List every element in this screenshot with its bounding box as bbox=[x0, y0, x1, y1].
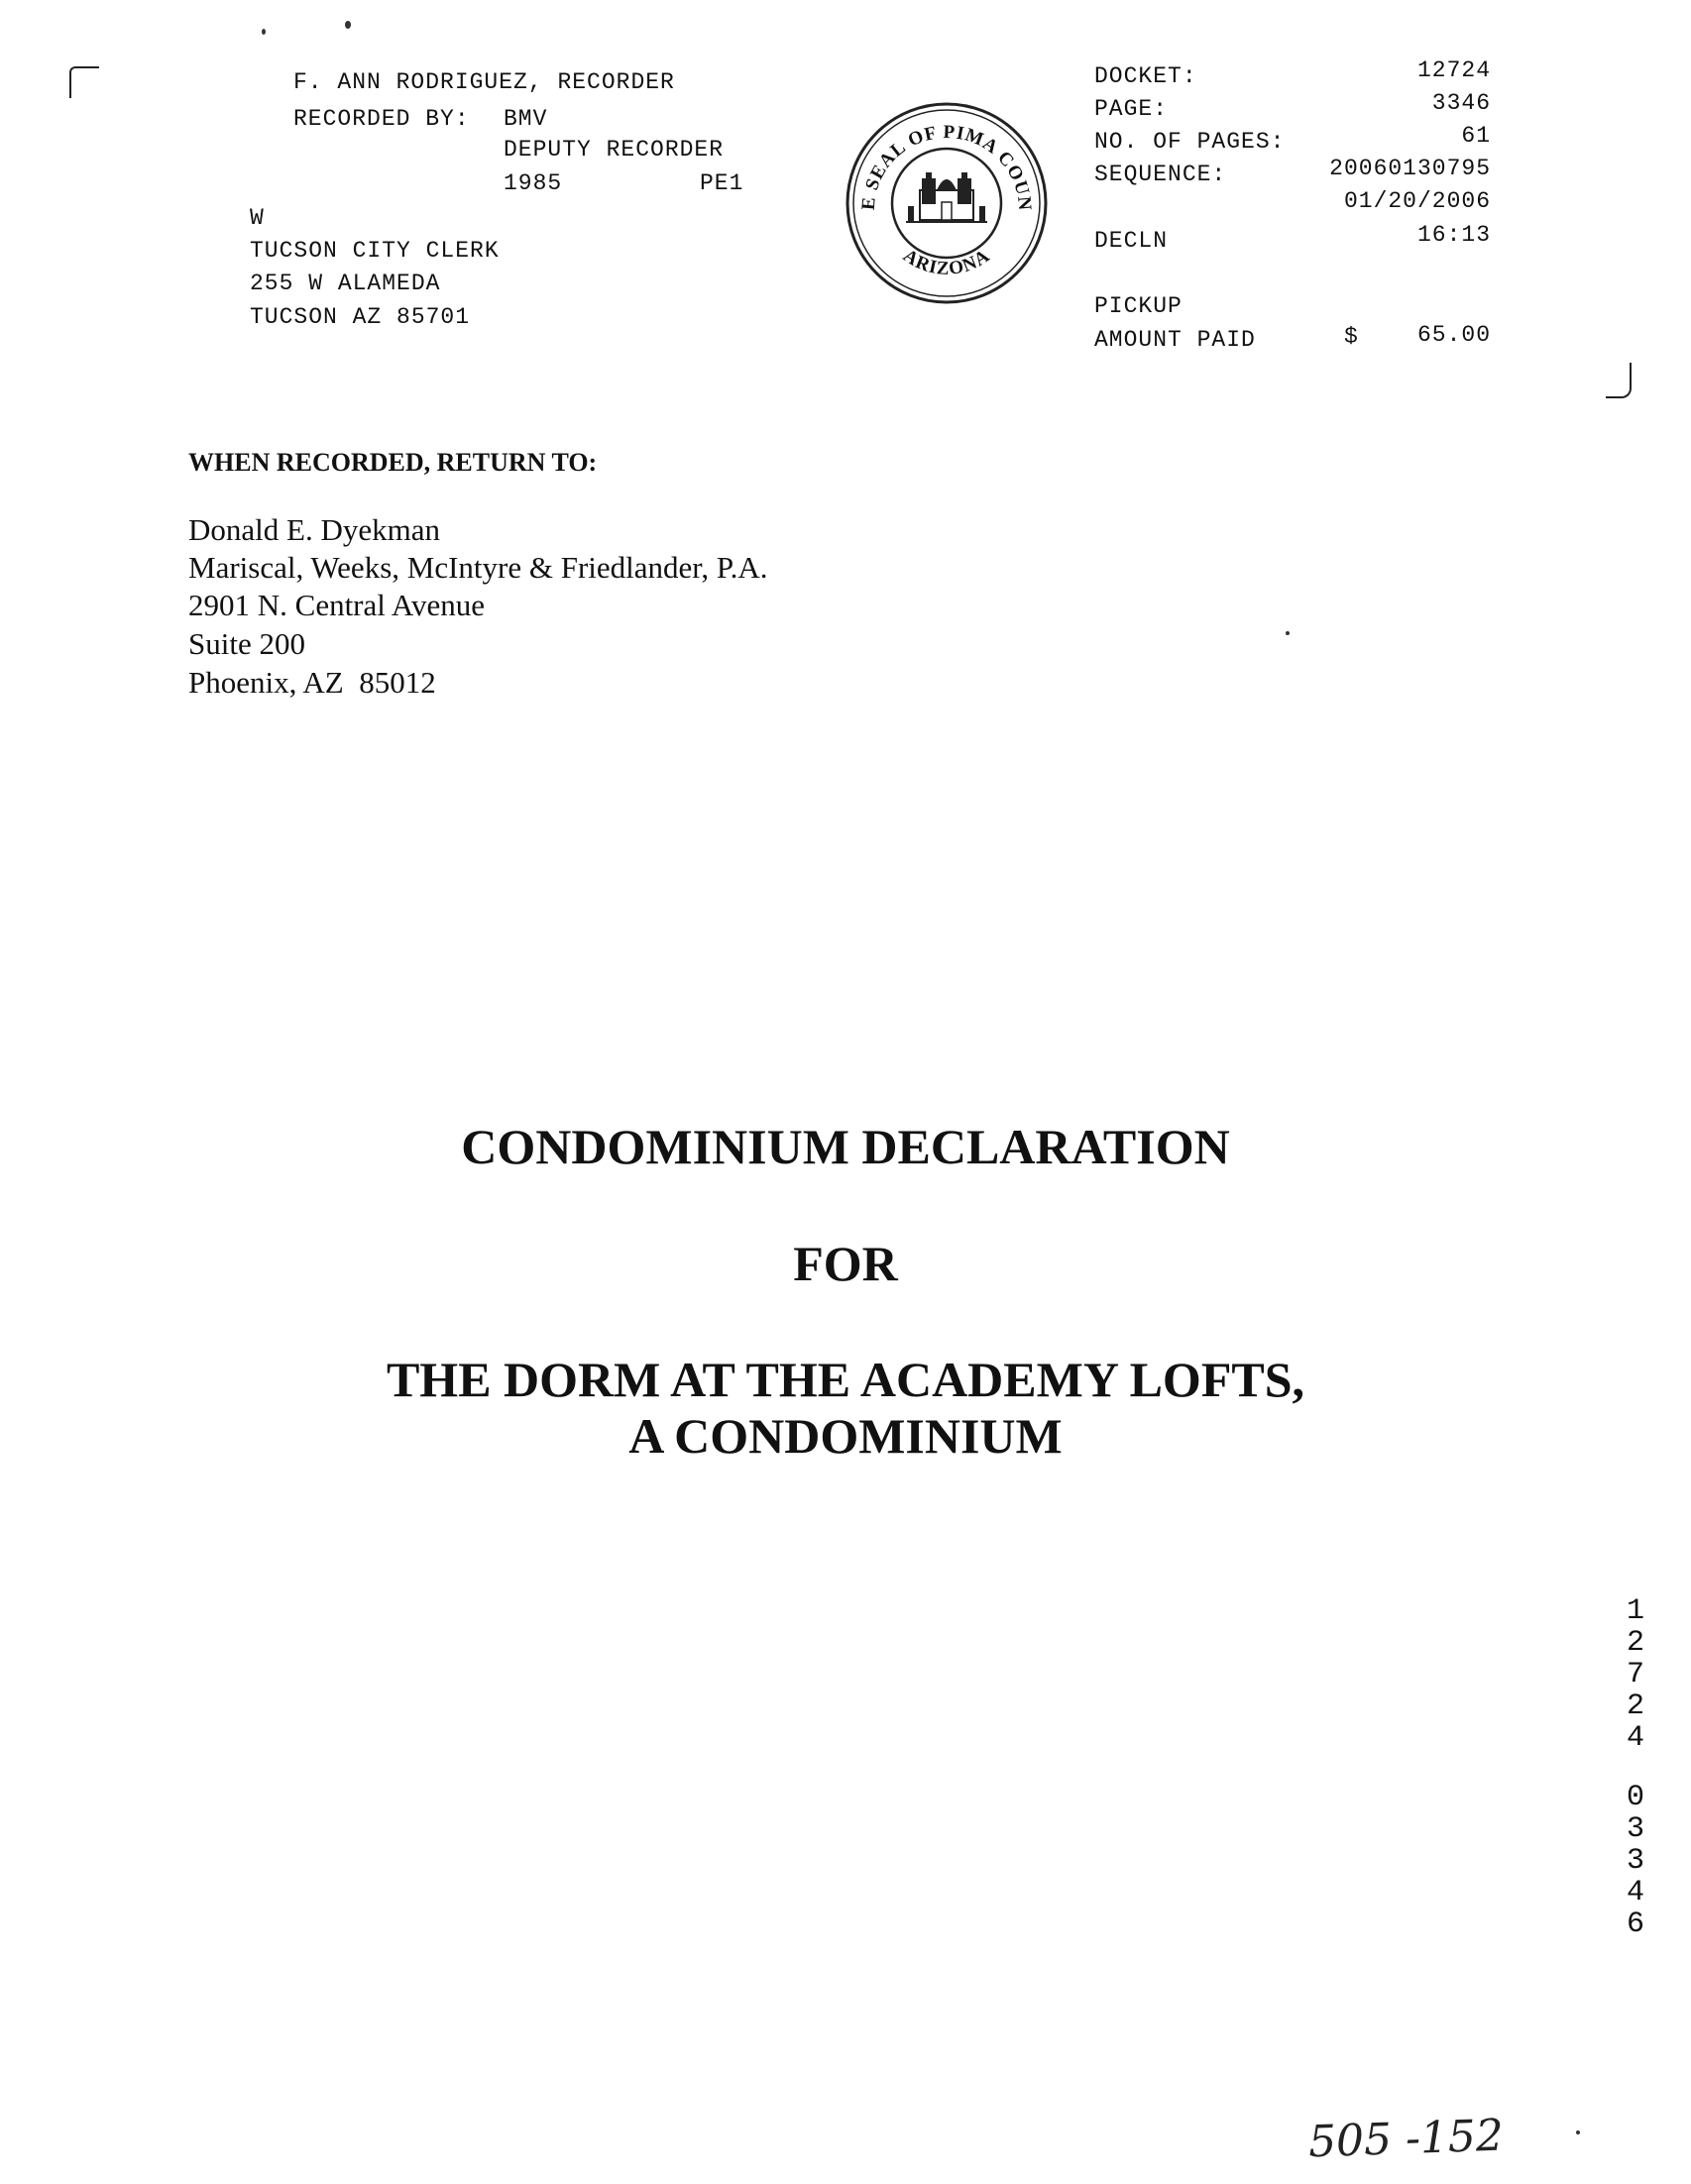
side-stamp-digit: 3 bbox=[1626, 1844, 1644, 1878]
document-type-label: DECLN bbox=[1094, 228, 1169, 254]
amount-paid-label: AMOUNT PAID bbox=[1094, 327, 1256, 353]
return-city: Phoenix, AZ 85012 bbox=[188, 665, 436, 700]
handwritten-note: 505 -152 bbox=[1307, 2110, 1505, 2168]
side-stamp-digit: 2 bbox=[1626, 1626, 1644, 1660]
corner-mark-right bbox=[1606, 363, 1632, 398]
return-to-heading: WHEN RECORDED, RETURN TO: bbox=[188, 448, 598, 477]
scan-speck bbox=[1576, 2130, 1580, 2134]
side-stamp-digit: 0 bbox=[1626, 1781, 1644, 1814]
addressee-line: TUCSON AZ 85701 bbox=[250, 304, 471, 330]
seal-emblem bbox=[843, 99, 1051, 307]
side-stamp bbox=[1616, 1595, 1655, 1940]
addressee-line: 255 W ALAMEDA bbox=[250, 271, 441, 296]
docket-value: 12724 bbox=[1416, 57, 1491, 83]
corner-mark-top-left bbox=[69, 66, 99, 98]
scan-speck bbox=[1286, 631, 1290, 635]
sequence-value: 20060130795 bbox=[1329, 156, 1491, 181]
amount-paid-value: 65.00 bbox=[1416, 322, 1491, 348]
sequence-label: SEQUENCE: bbox=[1094, 162, 1227, 187]
side-stamp-digit: 4 bbox=[1626, 1721, 1644, 1755]
document-subject: THE DORM AT THE ACADEMY LOFTS, bbox=[386, 1352, 1305, 1407]
recorder-code-1: 1985 bbox=[504, 170, 563, 196]
recorded-time: 16:13 bbox=[1416, 222, 1491, 248]
side-stamp-digit: 3 bbox=[1626, 1812, 1644, 1846]
scan-speck bbox=[345, 21, 351, 29]
number-of-pages-label: NO. OF PAGES: bbox=[1094, 129, 1286, 155]
pickup-label: PICKUP bbox=[1094, 293, 1183, 319]
document-title: CONDOMINIUM DECLARATION bbox=[461, 1119, 1230, 1174]
side-stamp-digit: 1 bbox=[1626, 1594, 1644, 1628]
document-subject-line-2: A CONDOMINIUM bbox=[628, 1408, 1063, 1464]
page-value: 3346 bbox=[1431, 90, 1491, 116]
county-seal bbox=[843, 99, 1051, 307]
side-stamp-docket bbox=[1616, 1595, 1655, 1754]
scan-speck bbox=[262, 29, 266, 35]
svg-text:ARIZONA bbox=[899, 246, 994, 280]
svg-text:THE SEAL OF PIMA COUNTY bbox=[843, 99, 1035, 212]
side-stamp-page bbox=[1616, 1782, 1655, 1940]
recorded-by-value: BMV bbox=[504, 106, 548, 132]
w-mark: W bbox=[250, 205, 265, 231]
addressee-line: TUCSON CITY CLERK bbox=[250, 238, 500, 264]
mission-building-icon bbox=[906, 172, 987, 222]
docket-label: DOCKET: bbox=[1094, 63, 1197, 89]
document-title-for: FOR bbox=[793, 1236, 898, 1291]
number-of-pages-value: 61 bbox=[1461, 123, 1491, 149]
recorder-name: F. ANN RODRIGUEZ, RECORDER bbox=[293, 69, 675, 95]
seal-arc-top: E SEAL OF PIMA COUN bbox=[857, 121, 1036, 212]
return-suite: Suite 200 bbox=[188, 626, 305, 661]
recorder-code-2: PE1 bbox=[700, 170, 744, 196]
side-stamp-gap bbox=[1616, 1754, 1655, 1782]
return-street: 2901 N. Central Avenue bbox=[188, 588, 486, 622]
return-name: Donald E. Dyekman bbox=[188, 512, 440, 547]
return-firm: Mariscal, Weeks, McIntyre & Friedlander, P.A. bbox=[188, 550, 768, 585]
page-label: PAGE: bbox=[1094, 96, 1169, 122]
currency-symbol: $ bbox=[1344, 324, 1359, 350]
deputy-recorder: DEPUTY RECORDER bbox=[504, 137, 725, 163]
side-stamp-digit: 4 bbox=[1626, 1876, 1644, 1910]
seal-arc-bottom: ARIZONA bbox=[899, 245, 994, 280]
side-stamp-digit: 6 bbox=[1626, 1908, 1644, 1941]
side-stamp-digit: 7 bbox=[1626, 1658, 1644, 1692]
side-stamp-digit: 2 bbox=[1626, 1690, 1644, 1723]
recorded-date: 01/20/2006 bbox=[1343, 188, 1491, 214]
recorded-by-label: RECORDED BY: bbox=[293, 106, 470, 132]
